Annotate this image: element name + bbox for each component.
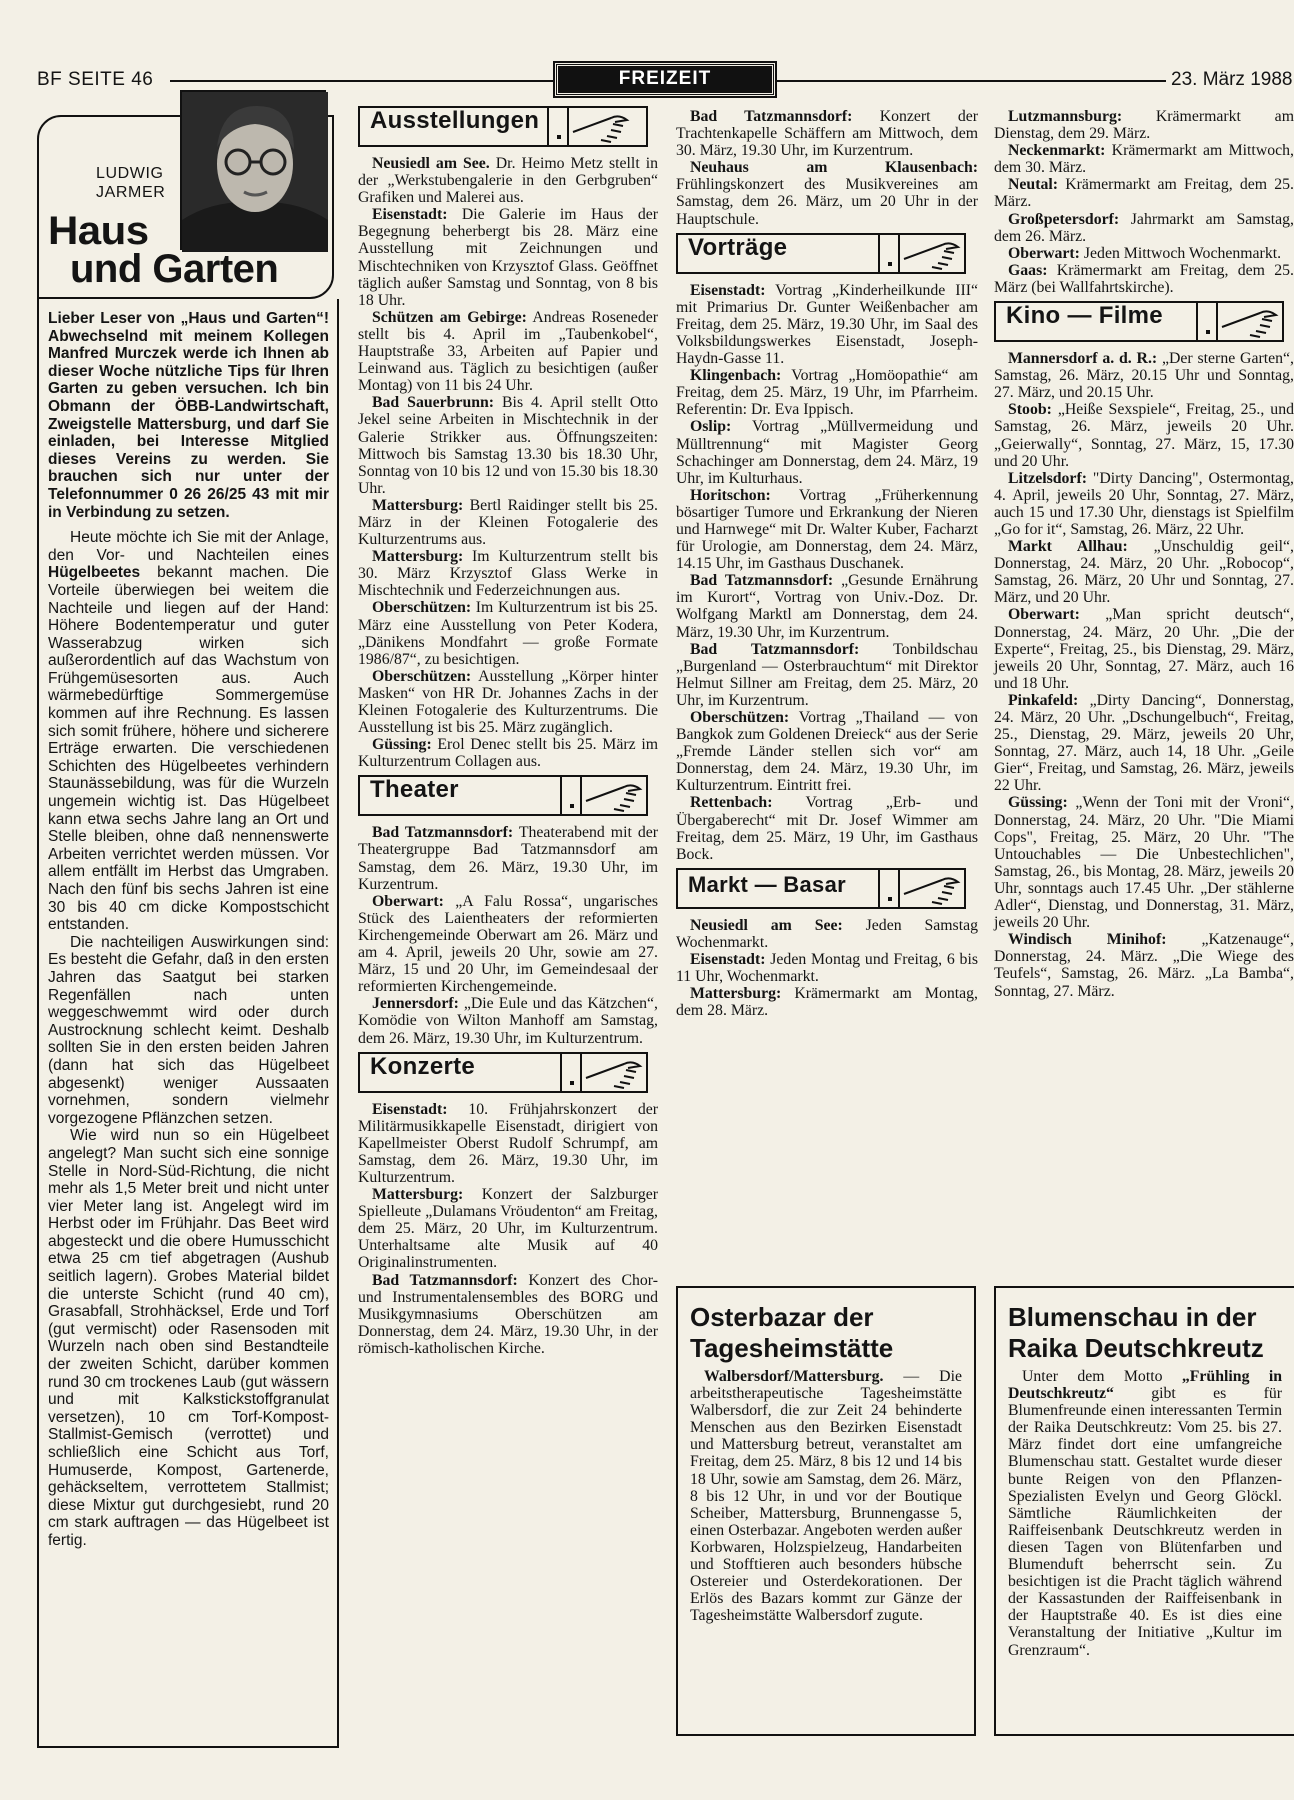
event-entry: Litzelsdorf: "Dirty Dancing", Ostermontag, 4. April, jeweils 20 Uhr, Sonntag, 27. März, auch 15 und 17.30 Uhr, dienstags ist Spielfilm „Go for it“, Samstag, 26. März, 22 Uhr. [994, 469, 1294, 538]
event-entry: Oberschützen: Vortrag „Thailand — von Bangkok zum Goldenen Dreieck“ aus der Serie „Fremde Länder stellen sich vor“ am Donnerstag, dem 24. März, 19.30 Uhr, im Kulturzentrum. Eintritt frei. [676, 709, 978, 795]
column-paragraph: Die nachteiligen Auswirkungen sind: Es besteht die Gefahr, daß in den ersten Jahren das Saatgut bei starken Regenfällen nach unten weggeschwemmt wird oder durch Austrocknung schlecht keimt. Deshalb sollten Sie in den ersten beiden Jahren (dann hat sich das Hügelbeet abgesenkt) weniger Aussaaten vornehmen, sondern vielmehr vorgezogene Pflänzchen setzen. [48, 933, 329, 1127]
event-entry: Eisenstadt: 10. Frühjahrskonzert der Militärmusikkapelle Eisenstadt, dirigiert von Kapellmeister Oberst Rudolf Schrumpf, am Samstag, dem 26. März, 19.30 Uhr, im Kulturzentrum. [358, 1100, 658, 1186]
event-entry: Mattersburg: Bertl Raidinger stellt bis 25. März in der Kleinen Fotogalerie des Kulturzentrums aus. [358, 496, 658, 549]
konzerte-list [358, 1101, 658, 1357]
ressort-label: FREIZEIT [555, 63, 775, 96]
event-entry: Oberwart: „A Falu Rossa“, ungarisches Stück des Laientheaters der reformierten Kirchengemeinde Oberwart am 26. März und am 4. April, jeweils 20 Uhr, sowie am 27. März, 15 und 20 Uhr, im Gemeindesaal der reformierten Kirchengemeinde. [358, 892, 658, 996]
pointing-hand-icon [582, 777, 646, 814]
pointing-hand-icon [900, 235, 964, 272]
blumenschau-headline: Blumenschau in der Raika Deutschkreutz [1008, 1302, 1264, 1363]
section-header-theater: Theater [358, 775, 648, 816]
osterbazar-text: Walbersdorf/Mattersburg. — Die arbeitstherapeutische Tagesheimstätte Walbersdorf, die zur Zeit 24 behinderte Menschen aus den Bezirken Eisenstadt und Mattersburg betreut, veranstaltet am Freitag, dem 25. März, 8 bis 12 und 14 bis 18 Uhr, sowie am Samstag, dem 26. März, 8 bis 12 Uhr, in und vor der Boutique Scheiber, Mattersburg, Brunnengasse 5, einen Osterbazar. Angeboten werden außer Korbwaren, Holzspielzeug, Handarbeiten und Stofftieren auch besonders hübsche Ostereier und Osterdekorationen. Der Erlös des Bazars kommt zur Gänze der Tagesheimstätte Walbersdorf zugute. [690, 1368, 962, 1625]
section-header-konzerte: Konzerte [358, 1052, 648, 1093]
column-lead: Lieber Leser von „Haus und Garten“! Abwechselnd mit meinem Kollegen Manfred Murczek werde ich Ihnen ab dieser Woche nützliche Tips für Ihren Garten zu geben versuchen. Ich bin Obmann der ÖBB-Landwirtschaft, Zweigstelle Mattersburg, und darf Sie einladen, bei Interesse Mitglied dieses Vereins zu werden. Sie brauchen sich nur unter der Telefonnummer 0 26 26/25 43 mit mir in Verbindung zu setzen. [48, 310, 329, 521]
event-entry: Neutal: Krämermarkt am Freitag, dem 25. März. [994, 176, 1294, 211]
event-entry: Güssing: „Wenn der Toni mit der Vroni“, Donnerstag, 24. März, 20 Uhr. "Die Miami Cops", Freitag, 25. März, 20 Uhr. "The Untouchables — Die Unbestechlichen", Samstag, 26., bis Montag, 28. März, jeweils 20 Uhr, sonntags auch 17.45 Uhr. „Der stählerne Adler“, Dienstag, und Donnerstag, 31. März, jeweils 20 Uhr. [994, 794, 1294, 932]
pointing-hand-icon [582, 1054, 646, 1091]
event-entry: Bad Tatzmannsdorf: Tonbildschau „Burgenland — Osterbrauchtum“ mit Direktor Helmut Sillner am Freitag, dem 25. März, 20 Uhr, im Kurzentrum. [676, 640, 978, 709]
theater-list [358, 824, 658, 1046]
column-title-line1: Haus [48, 209, 149, 253]
event-entry: Neckenmarkt: Krämermarkt am Mittwoch, dem 30. März. [994, 142, 1294, 177]
section-header-kino: Kino — Filme [994, 301, 1284, 342]
event-entry: Oslip: Vortrag „Müllvermeidung und Mülltrennung“ mit Magister Georg Schachinger am Donnerstag, dem 24. März, 19 Uhr, im Kulturhaus. [676, 418, 978, 487]
markt-list [676, 917, 978, 1020]
issue-date: 23. März 1988 [1166, 69, 1278, 91]
event-entry: Großpetersdorf: Jahrmarkt am Samstag, dem 26. März. [994, 210, 1294, 245]
blumenschau-text: Unter dem Motto „Frühling in Deutschkreutz“ gibt es für Blumenfreunde einen interessanten Termin der Raika Deutschkreutz: Vom 25. bis 27. März findet dort eine umfangreiche Blumenschau statt. Gestaltet wurde dieser bunte Reigen von den Pflanzen-Spezialisten Evelyn und Georg Glöckl. Sämtliche Räumlichkeiten der Raiffeisenbank Deutschkreutz werden in diesen Tagen von Blütenfarben und Blumenduft beherrscht sein. Zu besichtigen ist die Pracht täglich während der Kassastunden der Raiffeisenbank in der Hauptstraße 40. Es ist dies eine Veranstaltung der Initiative „Kultur im Grenzraum“. [1008, 1368, 1283, 1659]
vortraege-list [676, 282, 978, 863]
column-title [48, 209, 279, 291]
event-entry: Eisenstadt: Vortrag „Kinderheilkunde III“ mit Primarius Dr. Gunter Weißenbacher am Freitag, dem 25. März, 19.30 Uhr, im Saal des Volksbildungswerkes Eisenstadt, Joseph-Haydn-Gasse 11. [676, 281, 978, 368]
event-entry: Klingenbach: Vortrag „Homöopathie“ am Freitag, dem 25. März, 19 Uhr, im Pfarrheim. Referentin: Dr. Eva Ippisch. [676, 367, 978, 419]
events-column-2 [358, 104, 658, 1754]
event-entry: Bad Sauerbrunn: Bis 4. April stellt Otto Jekel seine Arbeiten in Mischtechnik in der Galerie Strikker aus. Öffnungszeiten: Mittwoch bis Samstag 13.30 bis 18.30 Uhr, Sonntag von 10 bis 12 und von 15.30 bis 18.30 Uhr. [358, 394, 658, 497]
section-header-vortraege: Vorträge [676, 233, 966, 274]
section-header-ausstellungen: Ausstellungen [358, 106, 648, 147]
osterbazar-headline: Osterbazar der Tagesheimstätte [690, 1302, 894, 1363]
column-title-line2: und Garten [70, 247, 279, 291]
event-entry: Mattersburg: Konzert der Salzburger Spielleute „Dulamans Vröudenton“ am Freitag, dem 25. März, 20 Uhr, im Kulturzentrum. Unterhaltsame alte Musik auf 40 Originalinstrumenten. [358, 1186, 658, 1272]
event-entry: Mattersburg: Krämermarkt am Montag, dem 28. März. [676, 985, 978, 1020]
event-entry: Rettenbach: Vortrag „Erb- und Übergaberecht“ mit Dr. Josef Wimmer am Freitag, dem 25. März, 19 Uhr, im Gasthaus Bock. [676, 794, 978, 863]
event-entry: Mattersburg: Im Kulturzentrum stellt bis 30. März Krzysztof Glass Werke in Mischtechnik und Federzeichnungen aus. [358, 548, 658, 600]
pointing-hand-icon [900, 870, 964, 907]
event-entry: Neusiedl am See. Dr. Heimo Metz stellt in der „Werkstubengalerie in den Gerbgruben“ Grafiken und Malerei aus. [358, 155, 659, 207]
pointing-hand-icon [1218, 303, 1282, 340]
column-body [48, 310, 329, 1742]
event-entry: Horitschon: Vortrag „Früherkennung bösartiger Tumore und Erkrankung der Nieren und Harnwege“ mit Dr. Walter Kuber, Facharzt für Urologie, am Donnerstag, dem 24. März, 14.15 Uhr, im Gasthaus Duschanek. [676, 486, 978, 573]
event-entry: Bad Tatzmannsdorf: Konzert des Chor- und Instrumentalensembles des BORG und Musikgymnasiums Oberschützen am Donnerstag, dem 24. März, 19.30 Uhr, in der römisch-katholischen Kirche. [358, 1271, 658, 1357]
event-entry: Eisenstadt: Die Galerie im Haus der Begegnung beherbergt bis 28. März eine Ausstellung mit Zeichnungen und Mischtechniken von Krzysztof Glass. Geöffnet täglich außer Samstag und Sonntag, von 8 bis 18 Uhr. [358, 206, 658, 309]
section-header-markt: Markt — Basar [676, 868, 966, 909]
event-entry: Eisenstadt: Jeden Montag und Freitag, 6 bis 11 Uhr, Wochenmarkt. [676, 951, 978, 986]
event-entry: Bad Tatzmannsdorf: Konzert der Trachtenkapelle Schäffern am Mittwoch, dem 30. März, 19.30 Uhr, im Kurzentrum. [676, 108, 978, 160]
event-entry: Bad Tatzmannsdorf: „Gesunde Ernährung im Kurort“, Vortrag von Univ.-Doz. Dr. Wolfgang Marktl am Donnerstag, dem 24. März, 19.30 Uhr, im Kurzentrum. [676, 572, 978, 641]
event-entry: Jennersdorf: „Die Eule und das Kätzchen“, Komödie von Wilton Manhoff am Samstag, dem 26. März, 19.30 Uhr, im Kulturzentrum. [358, 995, 658, 1047]
event-entry: Mannersdorf a. d. R.: „Der sterne Garten“, Samstag, 26. März, 20.15 Uhr und Sonntag, 27. März, und 20.15 Uhr. [994, 350, 1294, 402]
page-number: BF SEITE 46 [37, 69, 154, 90]
article-blumenschau [994, 1286, 1294, 1736]
event-entry: Neuhaus am Klausenbach: Frühlingskonzert des Musikvereines am Samstag, dem 26. März, um 20 Uhr in der Hauptschule. [676, 159, 978, 228]
author-first-name: LUDWIG [96, 165, 164, 182]
event-entry: Schützen am Gebirge: Andreas Roseneder stellt bis 4. April im „Taubenkobel“, Hauptstraße 33, Arbeiten auf Papier und Leinwand aus. Täglich zu besichtigen (außer Montag) von 11 bis 24 Uhr. [358, 308, 658, 395]
events-column-4 [994, 108, 1294, 1258]
author-last-name: JARMER [96, 184, 166, 201]
event-entry: Markt Allhau: „Unschuldig geil“, Donnerstag, 24. März, 20 Uhr. „Robocop“, Samstag, 26. März, 20 Uhr und Sonntag, 27. März, und 20 Uhr. [994, 538, 1294, 607]
event-entry: Lutzmannsburg: Krämermarkt am Dienstag, dem 29. März. [994, 108, 1294, 143]
event-entry: Güssing: Erol Denec stellt bis 25. März im Kulturzentrum Collagen aus. [358, 736, 658, 771]
event-entry: Oberschützen: Ausstellung „Körper hinter Masken“ von HR Dr. Johannes Zachs in der Kleinen Fotogalerie des Kulturzentrums. Die Ausstellung ist bis 25. März zugänglich. [358, 667, 658, 737]
event-entry: Windisch Minihof: „Katzenauge“, Donnerstag, 24. März. „Die Wiege des Teufels“, Samstag, 26. März. „La Bamba“, Sonntag, 27. März. [994, 931, 1294, 1000]
author-byline [96, 164, 165, 202]
event-entry: Oberschützen: Im Kulturzentrum ist bis 25. März eine Ausstellung von Peter Kodera, „Dänikens Mondfahrt — große Formate 1986/87“, zu besichtigen. [358, 599, 658, 668]
event-entry: Oberwart: Jeden Mittwoch Wochenmarkt. [1008, 244, 1282, 262]
konzerte-list-continued [676, 108, 978, 228]
event-entry: Pinkafeld: „Dirty Dancing“, Donnerstag, 24. März, 20 Uhr. „Dschungelbuch“, Freitag, 25., Dienstag, 29. März, jeweils 20 Uhr, Sonntag, 27. März, auch 14, 18 Uhr. „Geile Gier“, Freitag, und Samstag, 26. März, jeweils 22 Uhr. [994, 691, 1294, 795]
article-osterbazar [676, 1286, 976, 1736]
event-entry: Neusiedl am See: Jeden Samstag Wochenmarkt. [676, 916, 978, 951]
events-column-3 [676, 108, 978, 1248]
pointing-hand-icon [569, 108, 646, 145]
event-entry: Bad Tatzmannsdorf: Theaterabend mit der Theatergruppe Bad Tatzmannsdorf am Samstag, dem 26. März, 19.30 Uhr, im Kurzentrum. [358, 824, 659, 893]
column-paragraph: Heute möchte ich Sie mit der Anlage, den Vor- und Nachteilen eines Hügelbeetes bekannt machen. Die Vorteile überwiegen bei weitem die Nachteile und liegen auf der Hand: Höhere Bodentemperatur und guter Wasserabzug wirken sich außerordentlich auf das Wachstum von Frühgemüsesorten aus. Auch wärmebedürftige Sommergemüse kommen auf ihre Rechnung. Es lassen sich somit frühere, höhere und sicherere Erträge erwarten. Die verschiedenen Schichten des Hügelbeetes verhindern Staunässebildung, was für die Wurzeln ungemein wichtig ist. Das Hügelbeet kann etwa sechs Jahre lang an Ort und Stelle bleiben, ohne daß nennenswerte Arbeiten verrichtet werden müssen. Vor allem entfällt im Herbst das Umgraben. Nach den fünf bis sechs Jahren ist eine 30 bis 40 cm dicke Kompostschicht entstanden. [48, 529, 329, 934]
column-paragraph: Wie wird nun so ein Hügelbeet angelegt? Man sucht sich eine sonnige Stelle in Nord-Süd-Richtung, die nicht mehr als 1,5 Meter breit und nicht unter vier Meter lang ist. Angelegt wird im Herbst oder im Frühjahr. Das Beet wird abgesteckt und die obere Humusschicht etwa 25 cm tief abgetragen (Aushub seitlich lagern). Grobes Material bildet die unterste Schicht (rund 40 cm), Grasabfall, Strohhäcksel, Erde und Torf (gut vermischt) oder Rasensoden mit Wurzeln nach oben sind Bestandteile der zweiten Schicht, darüber kommen rund 30 cm trockenes Laub (gut wässern und mit Kalkstickstoffgranulat versetzen), 10 cm Torf-Kompost-Stallmist-Gemisch (verrottet) und schließlich eine Schicht aus Torf, Humuserde, Kompost, Gartenerde, gehäckseltem, verrottetem Stallmist; diese Mixtur gut durchgesiebt, rund 20 cm stark auftragen — das Hügelbeet ist fertig. [48, 1127, 329, 1549]
event-entry: Gaas: Krämermarkt am Freitag, dem 25. März (bei Wallfahrtskirche). [994, 261, 1294, 296]
event-entry: Oberwart: „Man spricht deutsch“, Donnerstag, 24. März, 20 Uhr. „Die der Experte“, Freitag, 25., bis Dienstag, 29. März, jeweils 20 Uhr, Sonntag, 27. März, auch 16 und 18 Uhr. [994, 606, 1294, 692]
ausstellungen-list [358, 155, 658, 770]
event-entry: Stoob: „Heiße Sexspiele“, Freitag, 25., und Samstag, 26. März, jeweils 20 Uhr. „Geierwally“, Sonntag, 27. März, 15, 17.30 und 20 Uhr. [994, 401, 1294, 470]
